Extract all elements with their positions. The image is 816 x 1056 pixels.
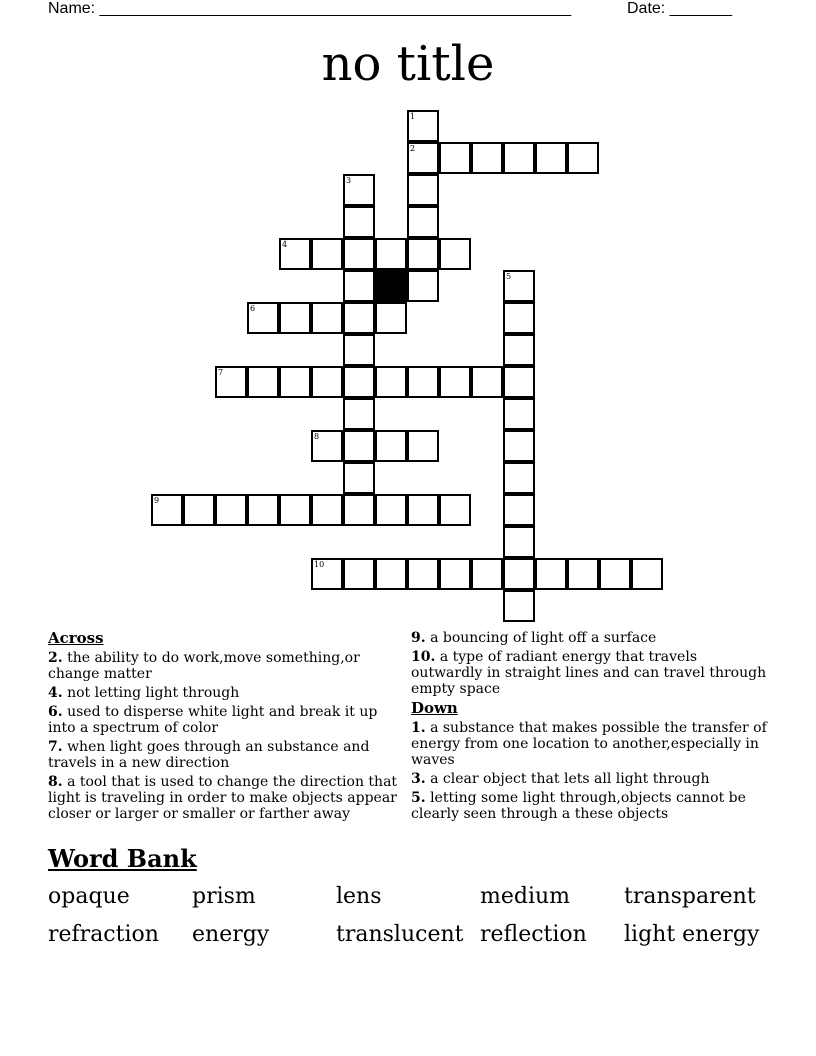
word-bank-word: prism bbox=[192, 884, 256, 909]
crossword-cell[interactable] bbox=[183, 494, 215, 526]
crossword-cell[interactable] bbox=[503, 398, 535, 430]
crossword-cell[interactable] bbox=[503, 430, 535, 462]
crossword-cell[interactable] bbox=[407, 206, 439, 238]
word-bank-word: energy bbox=[192, 922, 270, 947]
crossword-cell[interactable] bbox=[311, 238, 343, 270]
cell-number: 5 bbox=[506, 272, 512, 281]
crossword-cell[interactable] bbox=[471, 558, 503, 590]
page-title: no title bbox=[321, 36, 495, 92]
crossword-cell[interactable] bbox=[439, 238, 471, 270]
crossword-cell[interactable] bbox=[535, 142, 567, 174]
word-bank-title: Word Bank bbox=[48, 844, 197, 873]
clue-across-7: 7. when light goes through an substance and travels in a new direction bbox=[48, 739, 370, 771]
crossword-cell[interactable] bbox=[407, 430, 439, 462]
crossword-cell[interactable] bbox=[503, 334, 535, 366]
clue-down-1: 1. a substance that makes possible the transfer of energy from one location to another,especially in waves bbox=[411, 720, 767, 768]
crossword-cell[interactable] bbox=[279, 366, 311, 398]
crossword-cell[interactable] bbox=[343, 238, 375, 270]
word-bank-word: medium bbox=[480, 884, 571, 909]
crossword-cell[interactable] bbox=[439, 366, 471, 398]
crossword-cell[interactable] bbox=[439, 494, 471, 526]
crossword-cell[interactable] bbox=[407, 558, 439, 590]
crossword-cell[interactable] bbox=[375, 238, 407, 270]
crossword-cell[interactable] bbox=[407, 270, 439, 302]
clue-across-2: 2. the ability to do work,move something,or change matter bbox=[48, 650, 360, 682]
crossword-cell[interactable] bbox=[247, 494, 279, 526]
crossword-cell[interactable] bbox=[503, 494, 535, 526]
clue-down-5: 5. letting some light through,objects cannot be clearly seen through a these objects bbox=[411, 790, 746, 822]
crossword-cell[interactable] bbox=[503, 590, 535, 622]
crossword-cell[interactable] bbox=[375, 430, 407, 462]
word-bank-word: translucent bbox=[336, 922, 464, 947]
cell-number: 6 bbox=[250, 304, 256, 313]
crossword-cell[interactable] bbox=[279, 238, 311, 270]
crossword-cell[interactable] bbox=[407, 494, 439, 526]
crossword-cell[interactable] bbox=[343, 430, 375, 462]
crossword-cell[interactable] bbox=[407, 142, 439, 174]
crossword-cell[interactable] bbox=[343, 302, 375, 334]
crossword-cell[interactable] bbox=[311, 302, 343, 334]
word-bank-word: refraction bbox=[48, 922, 159, 947]
crossword-cell[interactable] bbox=[439, 558, 471, 590]
crossword-cell[interactable] bbox=[535, 558, 567, 590]
crossword-cell[interactable] bbox=[503, 366, 535, 398]
cell-number: 9 bbox=[154, 496, 160, 505]
crossword-cell[interactable] bbox=[343, 462, 375, 494]
word-bank-word: light energy bbox=[624, 922, 760, 947]
crossword-cell[interactable] bbox=[375, 494, 407, 526]
clue-down-3: 3. a clear object that lets all light through bbox=[411, 771, 710, 787]
crossword-cell[interactable] bbox=[343, 366, 375, 398]
crossword-cell[interactable] bbox=[343, 398, 375, 430]
crossword-cell[interactable] bbox=[567, 142, 599, 174]
crossword-cell[interactable] bbox=[375, 366, 407, 398]
crossword-cell[interactable] bbox=[631, 558, 663, 590]
crossword-cell[interactable] bbox=[503, 558, 535, 590]
crossword-cell[interactable] bbox=[503, 142, 535, 174]
crossword-cell[interactable] bbox=[503, 302, 535, 334]
crossword-cell[interactable] bbox=[247, 302, 279, 334]
cell-number: 8 bbox=[314, 432, 320, 441]
crossword-cell[interactable] bbox=[151, 494, 183, 526]
crossword-cell[interactable] bbox=[599, 558, 631, 590]
crossword-cell[interactable] bbox=[311, 558, 343, 590]
clue-across-9: 9. a bouncing of light off a surface bbox=[411, 630, 657, 646]
crossword-cell[interactable] bbox=[471, 142, 503, 174]
crossword-cell[interactable] bbox=[503, 526, 535, 558]
crossword-cell[interactable] bbox=[503, 270, 535, 302]
clue-across-10: 10. a type of radiant energy that travels outwardly in straight lines and can travel through empty space bbox=[411, 649, 767, 697]
crossword-cell[interactable] bbox=[343, 494, 375, 526]
crossword-cell[interactable] bbox=[407, 110, 439, 142]
crossword-cell[interactable] bbox=[215, 494, 247, 526]
clue-across-8: 8. a tool that is used to change the direction that light is traveling in order to make objects appear closer or larger or smaller or farther away bbox=[48, 774, 398, 822]
crossword-cell[interactable] bbox=[311, 366, 343, 398]
crossword-cell[interactable] bbox=[343, 270, 375, 302]
clues-column-left bbox=[48, 630, 406, 825]
crossword-cell[interactable] bbox=[407, 238, 439, 270]
cell-number: 3 bbox=[346, 176, 352, 185]
cell-number: 7 bbox=[218, 368, 224, 377]
cell-number: 1 bbox=[410, 112, 416, 121]
crossword-cell[interactable] bbox=[215, 366, 247, 398]
crossword-cell[interactable] bbox=[343, 174, 375, 206]
crossword-cell[interactable] bbox=[503, 462, 535, 494]
crossword-cell[interactable] bbox=[343, 206, 375, 238]
word-bank-word: reflection bbox=[480, 922, 587, 947]
word-bank-word: lens bbox=[336, 884, 382, 909]
crossword-cell[interactable] bbox=[567, 558, 599, 590]
clue-across-6: 6. used to disperse white light and break it up into a spectrum of color bbox=[48, 704, 378, 736]
clues-column-right bbox=[411, 630, 771, 825]
crossword-cell[interactable] bbox=[247, 366, 279, 398]
crossword-cell[interactable] bbox=[407, 366, 439, 398]
crossword-cell[interactable] bbox=[375, 302, 407, 334]
word-bank-word: opaque bbox=[48, 884, 130, 909]
crossword-black-cell bbox=[375, 270, 407, 302]
crossword-cell[interactable] bbox=[343, 558, 375, 590]
crossword-cell[interactable] bbox=[311, 430, 343, 462]
cell-number: 2 bbox=[410, 144, 416, 153]
crossword-cell[interactable] bbox=[439, 142, 471, 174]
cell-number: 4 bbox=[282, 240, 288, 249]
crossword-cell[interactable] bbox=[471, 366, 503, 398]
crossword-cell[interactable] bbox=[375, 558, 407, 590]
name-field[interactable]: Name: _____________________________________________________ bbox=[48, 0, 572, 17]
across-heading: Across bbox=[48, 629, 104, 647]
crossword-cell[interactable] bbox=[407, 174, 439, 206]
date-field[interactable]: Date: _______ bbox=[627, 0, 732, 17]
crossword-cell[interactable] bbox=[279, 494, 311, 526]
clue-across-4: 4. not letting light through bbox=[48, 685, 240, 701]
word-bank-word: transparent bbox=[624, 884, 756, 909]
crossword-cell[interactable] bbox=[311, 494, 343, 526]
cell-number: 10 bbox=[314, 560, 325, 569]
crossword-cell[interactable] bbox=[343, 334, 375, 366]
crossword-cell[interactable] bbox=[279, 302, 311, 334]
down-heading: Down bbox=[411, 699, 458, 717]
